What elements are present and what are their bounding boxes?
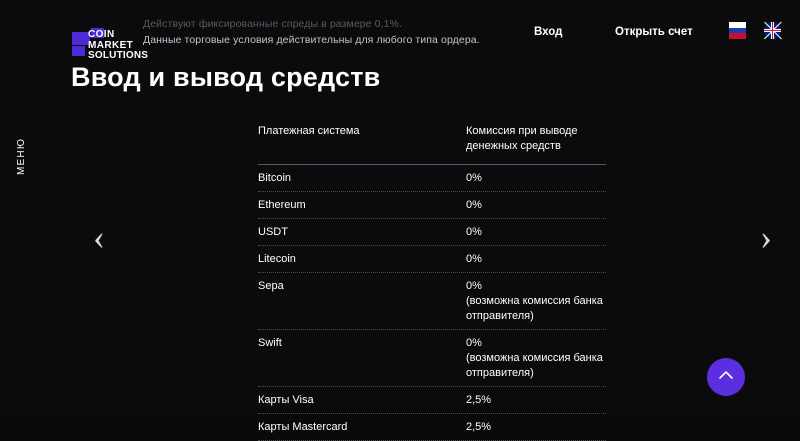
scroll-to-top-button[interactable] [707,358,745,396]
cell-system: Bitcoin [258,172,292,184]
cell-system: USDT [258,226,288,238]
cell-fee-note: (возможна комиссия банка отправителя) [466,352,603,379]
cell-fee-value: 2,5% [466,394,492,406]
cell-fee [466,171,606,186]
cell-fee [466,420,606,435]
cell-fee-value: 0% [466,199,482,211]
table-row [258,330,606,387]
flag-gb-icon[interactable] [764,22,781,39]
page-title: Ввод и вывод средств [71,62,381,92]
cell-fee [466,279,606,324]
cell-system: Swift [258,337,282,349]
table-row [258,219,606,246]
cell-fee-value: 0% [466,253,482,265]
flag-ru-icon[interactable] [729,22,746,39]
cell-fee-value: 0% [466,337,482,349]
cell-fee [466,225,606,240]
cell-fee [466,252,606,267]
top-note-line-2: Данные торговые условия действительны для любого типа ордера. [143,34,480,46]
table-row [258,273,606,330]
cell-fee-value: 0% [466,226,482,238]
top-notes [143,0,543,48]
logo-square-3-icon [72,46,85,56]
table-row [258,246,606,273]
top-note-line-1: Действуют фиксированные спреды в размере 0,1%. [143,18,403,30]
cell-system: Карты Mastercard [258,421,348,433]
carousel-next-icon[interactable]: › [760,217,772,257]
table-row [258,414,606,441]
menu-toggle-vertical[interactable]: МЕНЮ [16,137,27,175]
table-row [258,192,606,219]
table-header-row [258,118,606,165]
cell-fee-value: 0% [466,280,482,292]
carousel-prev-icon[interactable]: ‹ [93,217,105,257]
cell-fee-value: 0% [466,172,482,184]
open-account-link[interactable]: Открыть счет [615,26,693,38]
site-logo[interactable] [72,28,154,64]
cell-system: Карты Visa [258,394,314,406]
table-row [258,387,606,414]
logo-line-2: MARKET [88,39,134,51]
table-row [258,165,606,192]
cell-fee-note: (возможна комиссия банка отправителя) [466,295,603,322]
cell-system: Sepa [258,280,284,292]
cell-system: Ethereum [258,199,306,211]
cell-fee [466,393,606,408]
fees-table [258,118,606,441]
column-header-fee: Комиссия при выводе денежных средств [466,125,578,152]
cell-fee [466,198,606,213]
logo-line-3: SOLUTIONS [88,50,149,61]
cell-fee-value: 2,5% [466,421,492,433]
top-note-line-0 [143,0,543,16]
logo-line-1: COIN [88,29,115,40]
logo-wordmark [88,30,148,62]
chevron-up-icon [718,369,734,381]
column-header-system: Платежная система [258,125,360,137]
cell-fee [466,336,606,381]
login-link[interactable]: Вход [534,26,563,38]
cell-system: Litecoin [258,253,296,265]
